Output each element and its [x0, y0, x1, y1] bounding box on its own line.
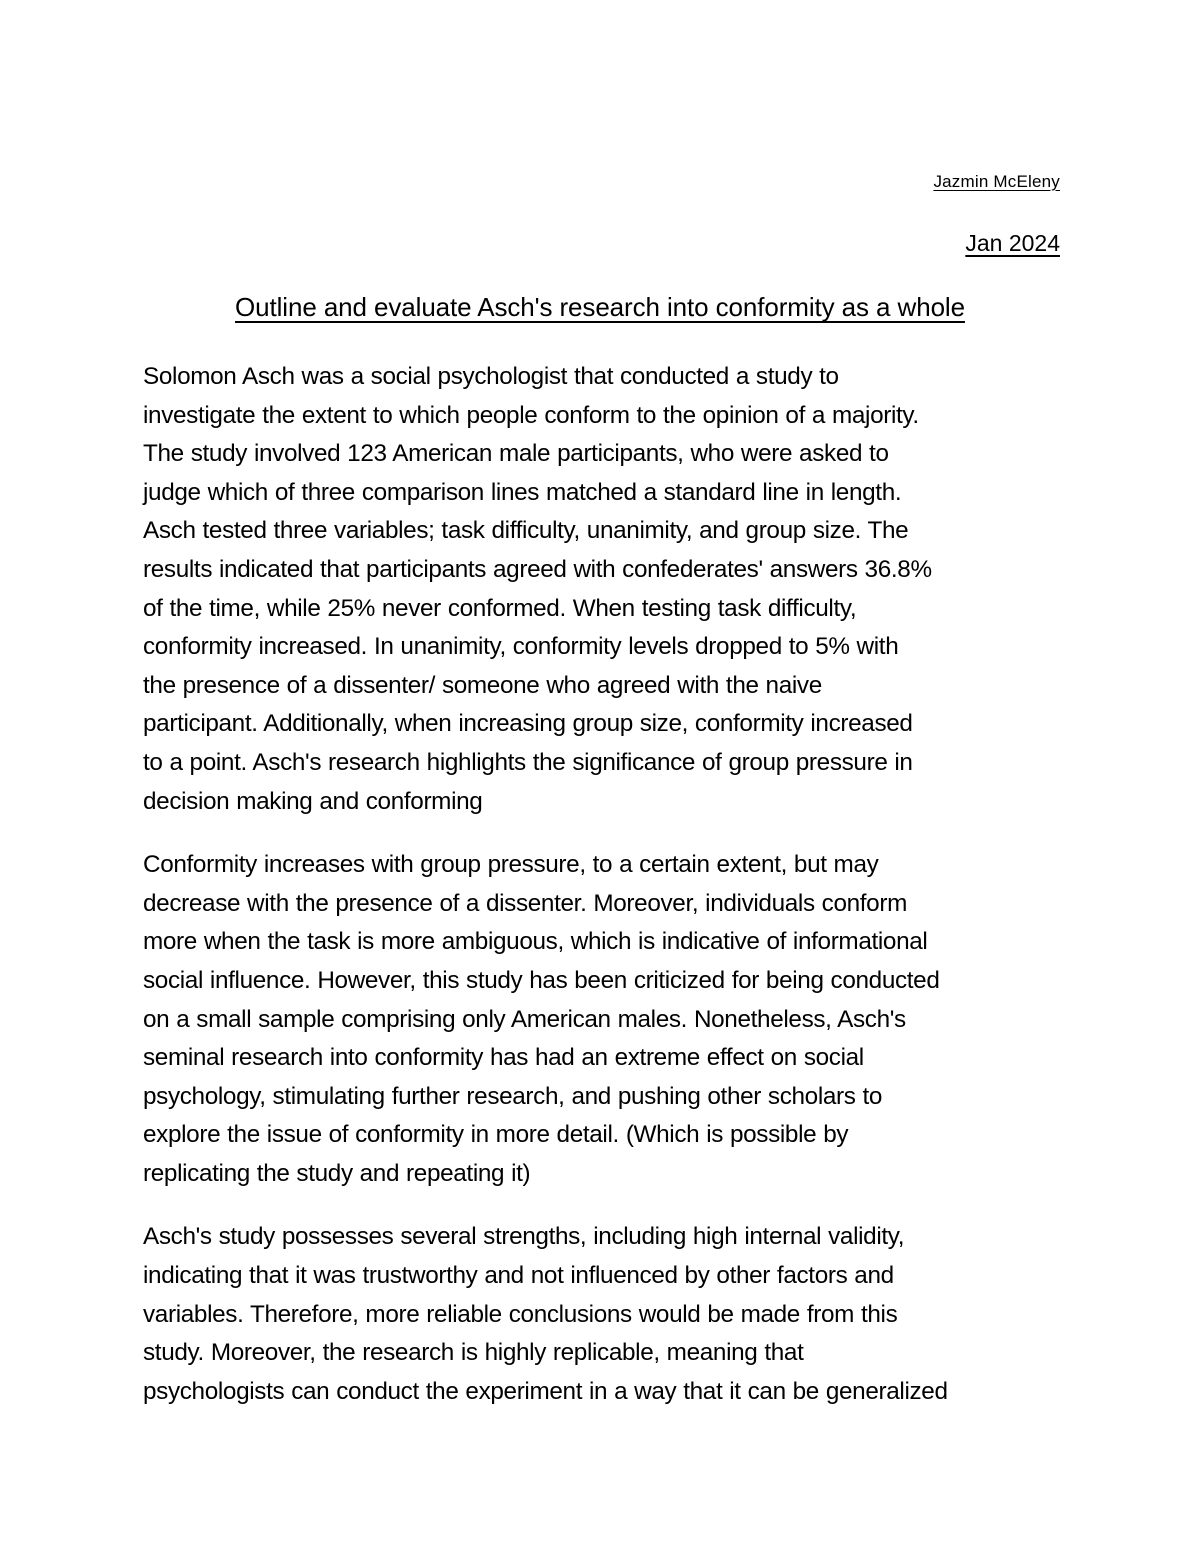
document-date: Jan 2024 — [965, 230, 1060, 256]
paragraph-2: Conformity increases with group pressure, to a certain extent, but may decrease with the presence of a dissenter. Moreover, individuals conform more when the task is more ambiguous, which is indicative of informational social influence. However, this study has been criticized for being conducted on a small sample comprising only American males. Nonetheless, Asch's seminal research into conformity has had an extreme effect on social psychology, stimulating further research, and pushing other scholars to explore the issue of conformity in more detail. (Which is possible by replicating the study and repeating it) — [143, 851, 940, 1187]
document-body — [143, 358, 1063, 1436]
author-name: Jazmin McEleny — [933, 172, 1060, 191]
paragraph-1: Solomon Asch was a social psychologist that conducted a study to investigate the extent to which people conform to the opinion of a majority. The study involved 123 American male participants, who were asked to judge which of three comparison lines matched a standard line in length. Asch tested three variables; task difficulty, unanimity, and group size. The results indicated that participants agreed with confederates' answers 36.8% of the time, while 25% never conformed. When testing task difficulty, conformity increased. In unanimity, conformity levels dropped to 5% with the presence of a dissenter/ someone who agreed with the naive participant. Additionally, when increasing group size, conformity increased to a point. Asch's research highlights the significance of group pressure in decision making and conforming — [143, 363, 932, 815]
document-title: Outline and evaluate Asch's research into conformity as a whole — [235, 292, 965, 322]
paragraph-3: Asch's study possesses several strengths, including high internal validity, indicating that it was trustworthy and not influenced by other factors and variables. Therefore, more reliable conclusions would be made from this study. Moreover, the research is highly replicable, meaning that psychologists can conduct the experiment in a way that it can be generalized — [143, 1223, 948, 1405]
